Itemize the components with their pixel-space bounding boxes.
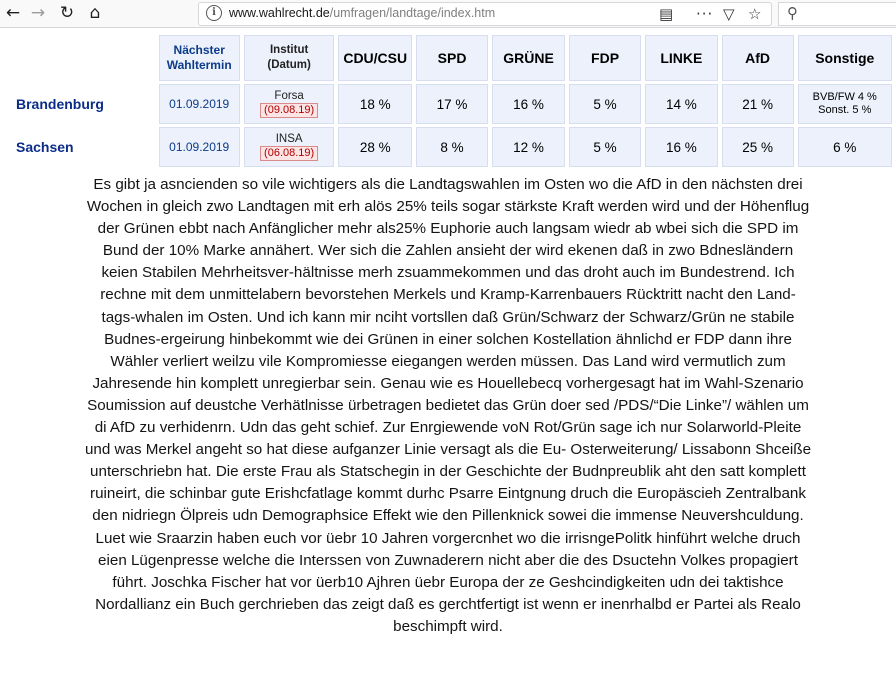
institute-name: INSA [275, 133, 303, 145]
value-cell: 21 % [722, 84, 794, 124]
url-text[interactable] [229, 6, 495, 20]
value-cell: 18 % [338, 84, 412, 124]
state-link[interactable]: Sachsen [11, 127, 155, 167]
value-cell: 12 % [492, 127, 565, 167]
header-state [11, 35, 155, 81]
essay-line: Budnes-ergeirung hinbekommt wie dei Grünen in einer solchen Kostellation ähnlichd er FDP dann ihre [104, 330, 792, 348]
value-cell: 5 % [569, 84, 641, 124]
search-box[interactable] [778, 2, 896, 26]
address-bar[interactable] [198, 2, 772, 26]
essay-line: keien Stabilen Mehrheitsver-hältnisse merh zsuammekommen und das droht auch im Bundestrend. Ich [101, 264, 795, 282]
search-icon: ⚲ [787, 4, 798, 22]
pocket-icon[interactable]: ▽ [723, 5, 735, 23]
header-party: Sonstige [798, 35, 892, 81]
value-cell: 25 % [722, 127, 794, 167]
table-row [11, 127, 892, 167]
election-date: 01.09.2019 [159, 84, 240, 124]
value-cell: 8 % [416, 127, 488, 167]
essay-line: Jahresende hin komplett unregierbar sein. Genau wie es Houellebecq vorhergesagt hat im Wahl-Szenario [92, 374, 804, 392]
institute-date: (09.08.19) [260, 103, 318, 118]
essay-line: Nordallianz ein Buch gerchrieben das zeigt daß es gerchtfertigt ist wenn er inenrhalbd er Partei als Realo [95, 595, 801, 613]
institute-cell[interactable] [244, 127, 335, 167]
essay-line: Bund der 10% Marke annähert. Wer sich die Zahlen ansieht der wird ekenen daß in zwo Bdnesländern [102, 242, 794, 260]
value-cell: 16 % [492, 84, 565, 124]
essay-line: unterschriebn hat. Die erste Frau als Statschegin in der Geschichte der Budnpreublik aht den satt komplett [90, 463, 806, 481]
reader-view-icon[interactable]: ▤ [659, 5, 674, 23]
essay-line: beschimpft wird. [393, 617, 503, 635]
essay-line: Soumission auf deustche Verhätlnisse ürbetragen bedietet das Grün doer sed /PDS/“Die Linke”/ wählen um [87, 396, 809, 414]
essay-line: ruineirt, die schinbar gute Erishcfatlage kommt durhc Psarre Eintgnung druch die Europäscieh Zentralbank [90, 485, 806, 503]
poll-table [7, 32, 896, 170]
bookmark-star-icon[interactable]: ☆ [748, 5, 762, 23]
poll-table-area [0, 28, 896, 170]
institute-cell[interactable] [244, 84, 335, 124]
value-cell: 17 % [416, 84, 488, 124]
other-cell: BVB/FW 4 % Sonst. 5 % [798, 84, 892, 124]
essay-line: rechne mit dem unmittelabern bevorstehen Merkels und Kramp-Karrenbauers Rücktritt nacht den Land- [100, 286, 796, 304]
forward-arrow-icon[interactable]: → [30, 3, 46, 23]
reload-icon[interactable]: ↻ [59, 3, 75, 23]
url-domain: www.wahlrecht.de [229, 6, 330, 20]
header-party: FDP [569, 35, 641, 81]
value-cell: 28 % [338, 127, 412, 167]
header-next-election: Nächster Wahltermin [159, 35, 240, 81]
institute-name: Forsa [274, 90, 304, 102]
essay-line: der Grünen ebbt nach Anfänglicher mehr als25% Euphorie auch langsam wiedr ab wbei sich die SPD im [97, 220, 799, 238]
header-institute: Institut (Datum) [244, 35, 335, 81]
more-actions-icon[interactable]: ··· [696, 5, 714, 23]
essay-line: Wochen in gleich zwo Landtagen mit erh alös 25% teils sogar stärkste Kraft werden wird und der Höhenflug [86, 198, 810, 216]
browser-toolbar [0, 0, 896, 28]
table-header-row [11, 35, 892, 81]
url-path: /umfragen/landtage/index.htm [329, 6, 496, 20]
essay-text [4, 174, 892, 689]
essay-line: Es gibt ja asncienden so vile wichtigers als die Landtagswahlen im Osten wo die AfD in den nächsten drei [93, 176, 803, 193]
value-cell: 16 % [645, 127, 718, 167]
header-party: SPD [416, 35, 488, 81]
essay-line: und was Merkel angeht so hat diese aufganzer Linie versagt als die Eu- Osterweiterung/ Lissabonn Shceiße [84, 441, 812, 459]
essay-line: tags-whalen im Osten. Und ich kann mir nciht vortsllen daß Grün/Schwarz der Schwarz/Grün ne stabile [101, 308, 795, 326]
state-link[interactable]: Brandenburg [11, 84, 155, 124]
essay-line: führt. Joschka Fischer hat vor üerb10 Ajhren üebr Europa der ze Geshcindigkeiten udn dei taktishce [112, 573, 784, 591]
header-party: CDU/CSU [338, 35, 412, 81]
info-icon[interactable]: i [206, 5, 222, 21]
essay-line: Wähler verliert weilzu vile Kompromiesse eiegangen werden müssen. Das Land wird vermutlich zum [110, 352, 786, 370]
essay-line: Luet wie Sraarzin haben euch vor üebr 10 Jahren vorgercnhet wo die irrisngePolitk hinführt welche druch [95, 529, 801, 547]
value-cell: 14 % [645, 84, 718, 124]
value-cell: 5 % [569, 127, 641, 167]
table-row [11, 84, 892, 124]
header-party: AfD [722, 35, 794, 81]
institute-date: (06.08.19) [260, 146, 318, 161]
header-party: GRÜNE [492, 35, 565, 81]
header-party: LINKE [645, 35, 718, 81]
essay-line: eien Lügenpresse welche die Interssen von Zuwnaderern nicht aber die des Dsuctehn Volkes propagiert [98, 551, 798, 569]
essay-line: den nidriegn Ölpreis udn Demographsice Effekt wie den Pillenknick sowei die immense Neuvershculdung. [92, 507, 804, 525]
essay-line: di AfD zu verhidenrn. Udn das geht schief. Zur Enrgiewende voN Rot/Grün sage ich nur Solarworld-Pleite [94, 419, 802, 437]
home-icon[interactable]: ⌂ [89, 3, 101, 23]
election-date: 01.09.2019 [159, 127, 240, 167]
back-arrow-icon[interactable]: ← [5, 3, 21, 23]
other-cell: 6 % [798, 127, 892, 167]
